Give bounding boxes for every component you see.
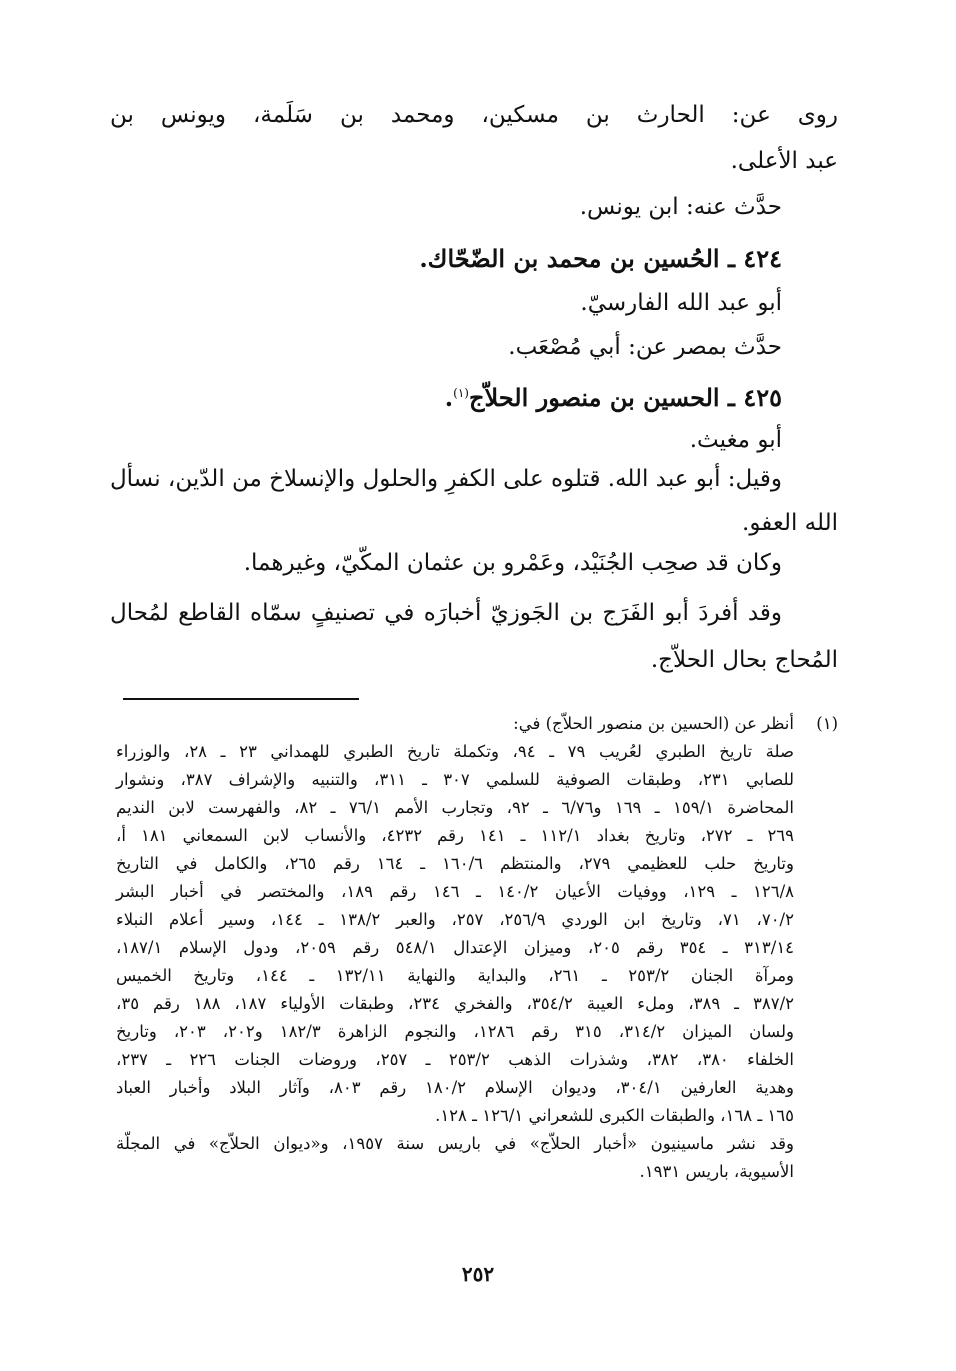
entry-heading-424: ٤٢٤ ـ الحُسين بن محمد بن الضّحّاك. (419, 244, 782, 273)
footnote-line: ومرآة الجنان ٢٥٣/٢ ـ ٢٦١، والبداية والنهاية ١٣٢/١١ ـ ١٤٤، وتاريخ الخميس (116, 966, 795, 985)
text-line: المُحاج بحال الحلاّج. (650, 647, 838, 673)
page-number: ٢٥٢ (461, 1262, 495, 1286)
footnote-line: ١٦٥ ـ ١٦٨، والطبقات الكبرى للشعراني ١٢٦/١ ـ ١٢٨. (435, 1106, 794, 1125)
footnote-line: الخلفاء ٣٨٠، ٣٨٢، وشذرات الذهب ٢٥٣/٢ ـ ٢٥٧، وروضات الجنات ٢٢٦ ـ ٢٣٧، (116, 1050, 795, 1069)
footnote-number: (١) (816, 714, 838, 733)
footnote-line: الأسيوية، باريس ١٩٣١. (639, 1162, 794, 1181)
text-line (110, 468, 838, 491)
footnote-line: ١٢٦/٨ ـ ١٢٩، ووفيات الأعيان ١٤٠/٢ ـ ١٤٦ رقم ١٨٩، والمختصر في أخبار البشر (116, 882, 795, 901)
text-line: عبد الأعلى. (730, 148, 838, 174)
footnote-line: ٣١٣/١٤ ـ ٣٥٤ رقم ٢٠٥، وميزان الإعتدال ٥٤٨/١ رقم ٢٠٥٩، ودول الإسلام ١٨٧/١، (116, 938, 795, 957)
footnote-reference: (١) (453, 386, 469, 400)
entry-heading-425-text: ٤٢٥ ـ الحسين بن منصور الحلاّج (468, 383, 782, 412)
footnote-line: وهدية العارفين ٣٠٤/١، وديوان الإسلام ١٨٠/٢ رقم ٨٠٣، وآثار البلاد وأخبار العباد (116, 1078, 794, 1097)
footnote-line: المحاضرة ١٥٩/١ ـ ١٦٩ و٦/٧٦ ـ ٩٢، وتجارب الأمم ٧٦/١ ـ ٨٢، والفهرست لابن النديم (116, 798, 794, 817)
footnote-line: صلة تاريخ الطبري لعُريب ٧٩ ـ ٩٤، وتكملة تاريخ الطبري للهمداني ٢٣ ـ ٢٨، والوزراء (116, 742, 794, 761)
footnote-line: للصابي ٢٣١، وطبقات الصوفية للسلمي ٣٠٧ ـ ٣١١، والتنبيه والإشراف ٣٨٧، ونشوار (116, 770, 794, 789)
footnote-line: ٣٨٧/٢ ـ ٣٨٩، وملء العيبة ٣٥٤/٢، والفخري ٢٣٤، وطبقات الأولياء ١٨٧، ١٨٨ رقم ٣٥، (116, 994, 794, 1013)
text-line (110, 602, 838, 625)
footnote-line: ٢٦٩ ـ ٢٧٢، وتاريخ بغداد ١١٢/١ ـ ١٤١ رقم ٤٢٣٢، والأنساب لابن السمعاني ١٨١ أ، (116, 826, 795, 845)
footnote-line: أنظر عن (الحسين بن منصور الحلاّج) في: (513, 714, 794, 733)
footnote-divider (123, 698, 359, 700)
text-line: الله العفو. (742, 510, 838, 536)
text-line: روى عن: الحارث بن مسكين، ومحمد بن سَلَمة، ويونس بن (110, 102, 838, 128)
footnote-line: وتاريخ حلب للعظيمي ٢٧٩، والمنتظم ١٦٠/٦ ـ ١٦٤ رقم ٢٦٥، والكامل في التاريخ (116, 854, 794, 873)
text-line-content: وقيل: أبو عبد الله. قتلوه على الكفرِ والحلول والإنسلاخ من الدّين، نسأل (109, 466, 782, 492)
entry-heading-425-end: . (444, 383, 454, 412)
text-line: أبو عبد الله الفارسيّ. (580, 290, 782, 316)
entry-heading-425 (444, 383, 782, 412)
text-line: حدَّث عنه: ابن يونس. (579, 194, 782, 220)
text-line: أبو مغيث. (689, 427, 782, 453)
text-line: وكان قد صحِب الجُنَيْد، وعَمْرو بن عثمان المكّيّ، وغيرهما. (243, 550, 782, 576)
text-line-content: وقد أفردَ أبو الفَرَج بن الجَوزيّ أخبارَه في تصنيفٍ سمّاه القاطع لمُحال (110, 600, 782, 626)
footnote-line: وقد نشر ماسينيون «أخبار الحلاّج» في باريس سنة ١٩٥٧، و«ديوان الحلاّج» في المجلّة (116, 1134, 794, 1153)
text-line: حدَّث بمصر عن: أبي مُصْعَب. (508, 334, 782, 360)
footnote-line: ٧٠/٢، ٧١، وتاريخ ابن الوردي ٢٥٦/٩، ٢٥٧، والعبر ١٣٨/٢ ـ ١٤٤، وسير أعلام النبلاء (116, 910, 794, 929)
footnote-line: ولسان الميزان ٣١٤/٢، ٣١٥ رقم ١٢٨٦، والنجوم الزاهرة ١٨٢/٣ و٢٠٢، ٢٠٣، وتاريخ (116, 1022, 794, 1041)
